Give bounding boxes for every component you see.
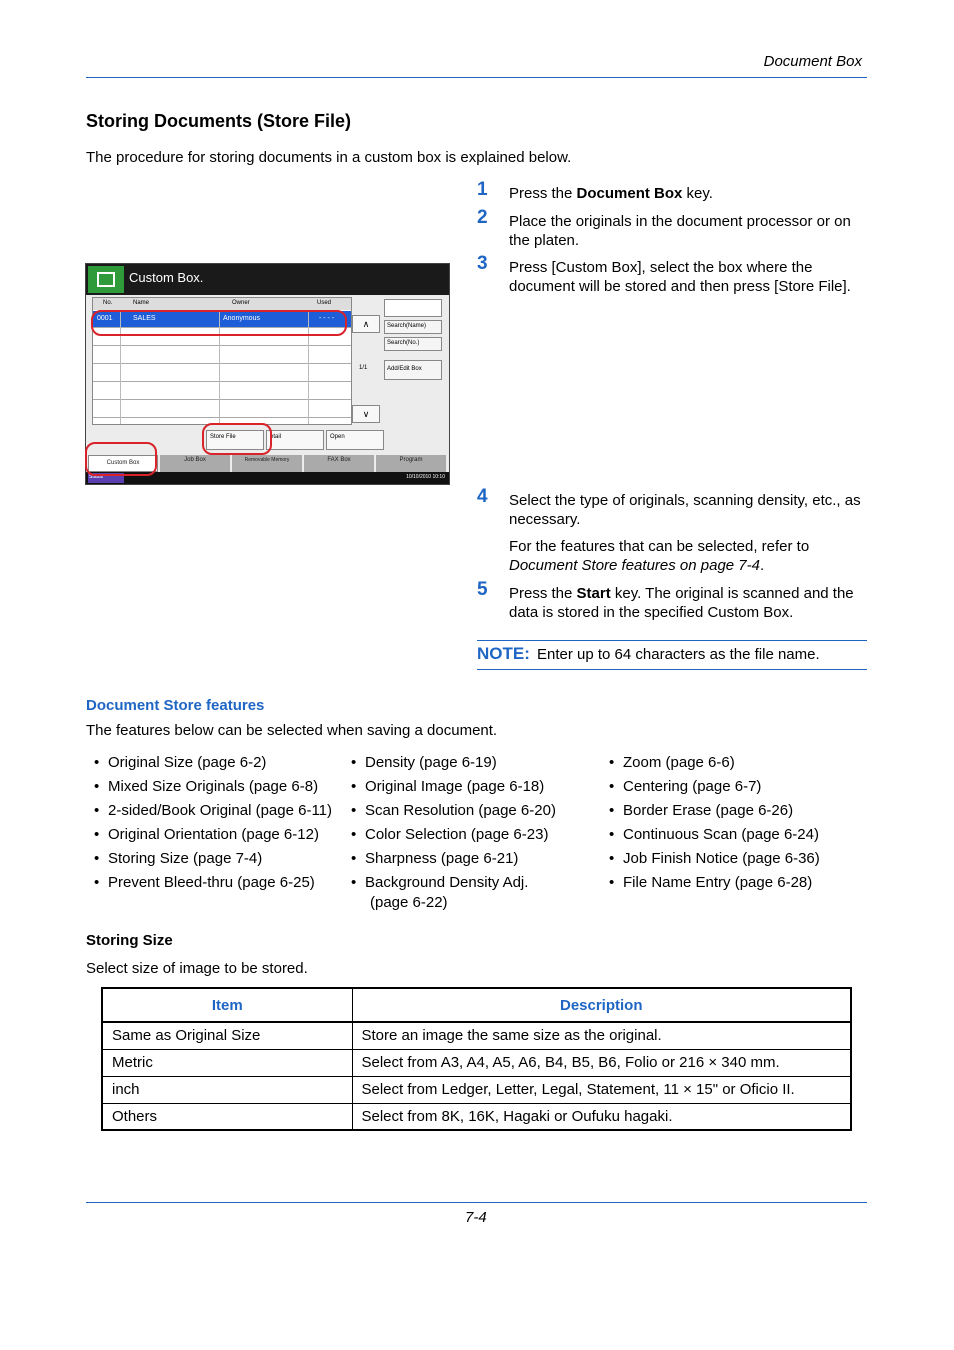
box-row-empty bbox=[93, 347, 351, 364]
features-col-3 bbox=[609, 751, 820, 895]
step-number: 4 bbox=[477, 486, 488, 507]
section-intro: The procedure for storing documents in a custom box is explained below. bbox=[86, 149, 572, 166]
footer-divider bbox=[86, 1202, 867, 1203]
tab-program[interactable]: Program bbox=[376, 455, 446, 472]
search-name-button[interactable]: Search(Name) bbox=[384, 320, 442, 334]
document-box-icon bbox=[88, 266, 124, 293]
step-number: 2 bbox=[477, 207, 488, 228]
detail-button[interactable]: etail bbox=[266, 430, 324, 450]
cell-description: Select from Ledger, Letter, Legal, Statement, 11 × 15" or Oficio II. bbox=[352, 1076, 851, 1103]
feature-item-continued: (page 6-22) bbox=[370, 894, 448, 911]
feature-item: • Job Finish Notice (page 6-36) bbox=[609, 847, 820, 871]
feature-item: • Background Density Adj. bbox=[351, 871, 556, 895]
table-row bbox=[102, 1103, 851, 1130]
cell-item: Others bbox=[102, 1103, 352, 1130]
features-title: Document Store features bbox=[86, 697, 265, 714]
scroll-down-button[interactable]: ∨ bbox=[352, 405, 380, 423]
column-used: Used bbox=[317, 300, 332, 306]
store-file-button[interactable]: Store File bbox=[206, 430, 264, 450]
step-number: 5 bbox=[477, 579, 488, 600]
feature-item: • Border Erase (page 6-26) bbox=[609, 799, 820, 823]
features-col-1 bbox=[94, 751, 332, 895]
column-no[interactable]: No. bbox=[103, 300, 113, 306]
box-row-empty bbox=[93, 365, 351, 382]
feature-item: • Zoom (page 6-6) bbox=[609, 751, 820, 775]
feature-item: • Storing Size (page 7-4) bbox=[94, 847, 332, 871]
feature-item: • Original Orientation (page 6-12) bbox=[94, 823, 332, 847]
step-text: Select the type of originals, scanning density, etc., as necessary. bbox=[509, 492, 861, 528]
box-list-header bbox=[93, 298, 351, 310]
page-indicator: 1/1 bbox=[359, 365, 368, 371]
feature-item: • Color Selection (page 6-23) bbox=[351, 823, 556, 847]
column-name[interactable]: Name bbox=[133, 300, 150, 306]
header-title: Document Box bbox=[763, 53, 862, 70]
step-text: Press the Document Box key. bbox=[509, 185, 713, 202]
status-button[interactable]: Status bbox=[88, 473, 124, 483]
feature-item: • Density (page 6-19) bbox=[351, 751, 556, 775]
cell-description: Store an image the same size as the original. bbox=[352, 1022, 851, 1049]
tab-custom-box[interactable]: Custom Box bbox=[88, 455, 158, 472]
note-box bbox=[477, 640, 867, 670]
add-edit-box-button[interactable]: Add/Edit Box bbox=[384, 360, 442, 380]
search-no-button[interactable]: Search(No.) bbox=[384, 337, 442, 351]
box-row-empty bbox=[93, 383, 351, 400]
custom-box-screen bbox=[85, 263, 450, 485]
search-field[interactable] bbox=[384, 299, 442, 317]
feature-item: • Sharpness (page 6-21) bbox=[351, 847, 556, 871]
cell-description: Select from A3, A4, A5, A6, B4, B5, B6, Folio or 216 × 340 mm. bbox=[352, 1049, 851, 1076]
feature-item: • File Name Entry (page 6-28) bbox=[609, 871, 820, 895]
feature-item: • 2-sided/Book Original (page 6-11) bbox=[94, 799, 332, 823]
cell-item: inch bbox=[102, 1076, 352, 1103]
feature-item: • Centering (page 6-7) bbox=[609, 775, 820, 799]
box-row[interactable]: 0001 SALES Anonymous - - - - bbox=[93, 311, 351, 328]
screen-header bbox=[86, 264, 449, 295]
feature-item: • Continuous Scan (page 6-24) bbox=[609, 823, 820, 847]
cell-item: Metric bbox=[102, 1049, 352, 1076]
column-owner[interactable]: Owner bbox=[232, 300, 250, 306]
step-text: Press [Custom Box], select the box where the document will be stored and then press [Store File]. bbox=[509, 259, 851, 295]
feature-item: • Original Size (page 6-2) bbox=[94, 751, 332, 775]
note-label: NOTE: bbox=[477, 644, 530, 663]
table-row bbox=[102, 1049, 851, 1076]
step-number: 3 bbox=[477, 253, 488, 274]
tab-job-box[interactable]: Job Box bbox=[160, 455, 230, 472]
header-divider bbox=[86, 77, 867, 78]
cell-description: Select from 8K, 16K, Hagaki or Oufuku hagaki. bbox=[352, 1103, 851, 1130]
highlight-store-file bbox=[202, 423, 272, 455]
table-row bbox=[102, 1022, 851, 1049]
feature-item: • Scan Resolution (page 6-20) bbox=[351, 799, 556, 823]
step-reference-text: For the features that can be selected, refer to Document Store features on page 7-4. bbox=[509, 538, 810, 574]
storing-size-title: Storing Size bbox=[86, 932, 173, 949]
storing-size-table bbox=[101, 987, 852, 1131]
open-button[interactable]: Open bbox=[326, 430, 384, 450]
header-item: Item bbox=[102, 988, 352, 1022]
step-text: Place the originals in the document processor or on the platen. bbox=[509, 213, 851, 249]
step-text: Press the Start key. The original is scanned and the data is stored in the specified Custom Box. bbox=[509, 585, 854, 621]
feature-item: • Mixed Size Originals (page 6-8) bbox=[94, 775, 332, 799]
feature-item: • Prevent Bleed-thru (page 6-25) bbox=[94, 871, 332, 895]
note-text: Enter up to 64 characters as the file name. bbox=[537, 646, 820, 663]
tab-fax-box[interactable]: FAX Box bbox=[304, 455, 374, 472]
screen-title: Custom Box. bbox=[129, 270, 204, 285]
features-intro: The features below can be selected when saving a document. bbox=[86, 722, 498, 739]
page-number: 7-4 bbox=[465, 1209, 487, 1226]
header-description: Description bbox=[352, 988, 851, 1022]
cell-item: Same as Original Size bbox=[102, 1022, 352, 1049]
highlight-row bbox=[91, 310, 347, 336]
features-col-2 bbox=[351, 751, 556, 911]
table-header-row bbox=[102, 988, 851, 1022]
box-row-empty bbox=[93, 401, 351, 418]
feature-item: • Original Image (page 6-18) bbox=[351, 775, 556, 799]
storing-size-intro: Select size of image to be stored. bbox=[86, 960, 308, 977]
scroll-up-button[interactable]: ∧ bbox=[352, 315, 380, 333]
step-number: 1 bbox=[477, 179, 488, 200]
table-row bbox=[102, 1076, 851, 1103]
highlight-custom-box-tab bbox=[85, 442, 157, 476]
section-title: Storing Documents (Store File) bbox=[86, 111, 352, 131]
tab-removable-memory[interactable]: Removable Memory bbox=[232, 455, 302, 472]
clock: 10/10/2010 10:10 bbox=[406, 474, 445, 480]
